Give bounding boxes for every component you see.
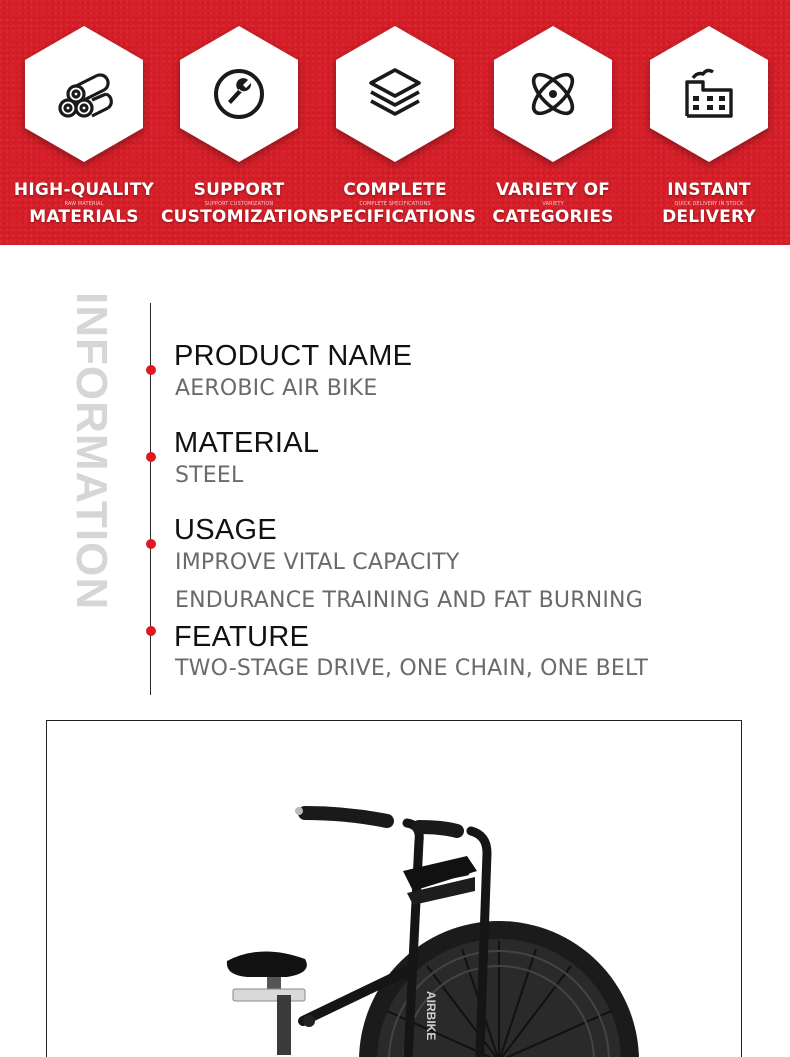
feature-banner <box>0 0 790 245</box>
product-photo-frame <box>46 720 742 1057</box>
usage-value-2: ENDURANCE TRAINING AND FAT BURNING <box>175 588 643 613</box>
layers-icon <box>365 64 425 124</box>
feature-variety-of-categories <box>475 0 631 245</box>
timeline-dot <box>146 365 156 375</box>
factory-icon <box>679 64 739 124</box>
material-value: STEEL <box>175 463 244 488</box>
feature-hexagon <box>492 24 614 164</box>
feature-subtitle: COMPLETE SPECIFICATIONS <box>359 201 431 207</box>
feature-label: FEATURE <box>174 621 310 653</box>
feature-high-quality <box>6 0 162 245</box>
wrench-icon <box>209 64 269 124</box>
product-name-label: PRODUCT NAME <box>174 340 413 372</box>
feature-title-top: SUPPORT <box>193 180 285 200</box>
stacked-pipes-icon <box>54 64 114 124</box>
feature-hexagon <box>648 24 770 164</box>
material-label: MATERIAL <box>174 427 320 459</box>
feature-subtitle: VARIETY <box>542 201 564 207</box>
usage-label: USAGE <box>174 514 278 546</box>
feature-title-bottom: DELIVERY <box>662 207 756 227</box>
feature-title-top: HIGH-QUALITY <box>13 180 155 200</box>
feature-title-top: INSTANT <box>667 180 751 200</box>
feature-value: TWO-STAGE DRIVE, ONE CHAIN, ONE BELT <box>175 656 649 681</box>
feature-title-bottom: MATERIALS <box>29 207 139 227</box>
feature-hexagon <box>334 24 456 164</box>
product-name-value: AEROBIC AIR BIKE <box>175 376 378 401</box>
timeline-dot <box>146 539 156 549</box>
feature-instant-delivery <box>631 0 787 245</box>
feature-support-customization <box>161 0 323 245</box>
feature-title-top: VARIETY OF <box>495 180 611 200</box>
fan-wheel <box>359 921 639 1057</box>
feature-subtitle: SUPPORT CUSTOMIZATION <box>204 201 274 207</box>
timeline-dot <box>146 452 156 462</box>
information-vertical-heading: INFORMATION <box>67 292 116 611</box>
feature-hexagon <box>23 24 145 164</box>
feature-title-bottom: CATEGORIES <box>492 207 614 227</box>
usage-value-1: IMPROVE VITAL CAPACITY <box>175 550 460 575</box>
feature-title-bottom: SPECIFICATIONS <box>317 207 477 227</box>
feature-title-top: COMPLETE <box>343 180 447 200</box>
feature-title-bottom: CUSTOMIZATION <box>161 207 323 227</box>
feature-subtitle: QUICK DELIVERY IN STOCK <box>674 201 744 207</box>
feature-complete-specifications <box>317 0 477 245</box>
atom-icon <box>523 64 583 124</box>
fan-brand-text: AIRBIKE <box>424 991 438 1041</box>
timeline-dot <box>146 626 156 636</box>
feature-hexagon <box>178 24 300 164</box>
feature-subtitle: RAW MATERIAL <box>64 201 104 207</box>
air-bike-illustration <box>47 721 742 1057</box>
timeline-line <box>150 303 151 695</box>
